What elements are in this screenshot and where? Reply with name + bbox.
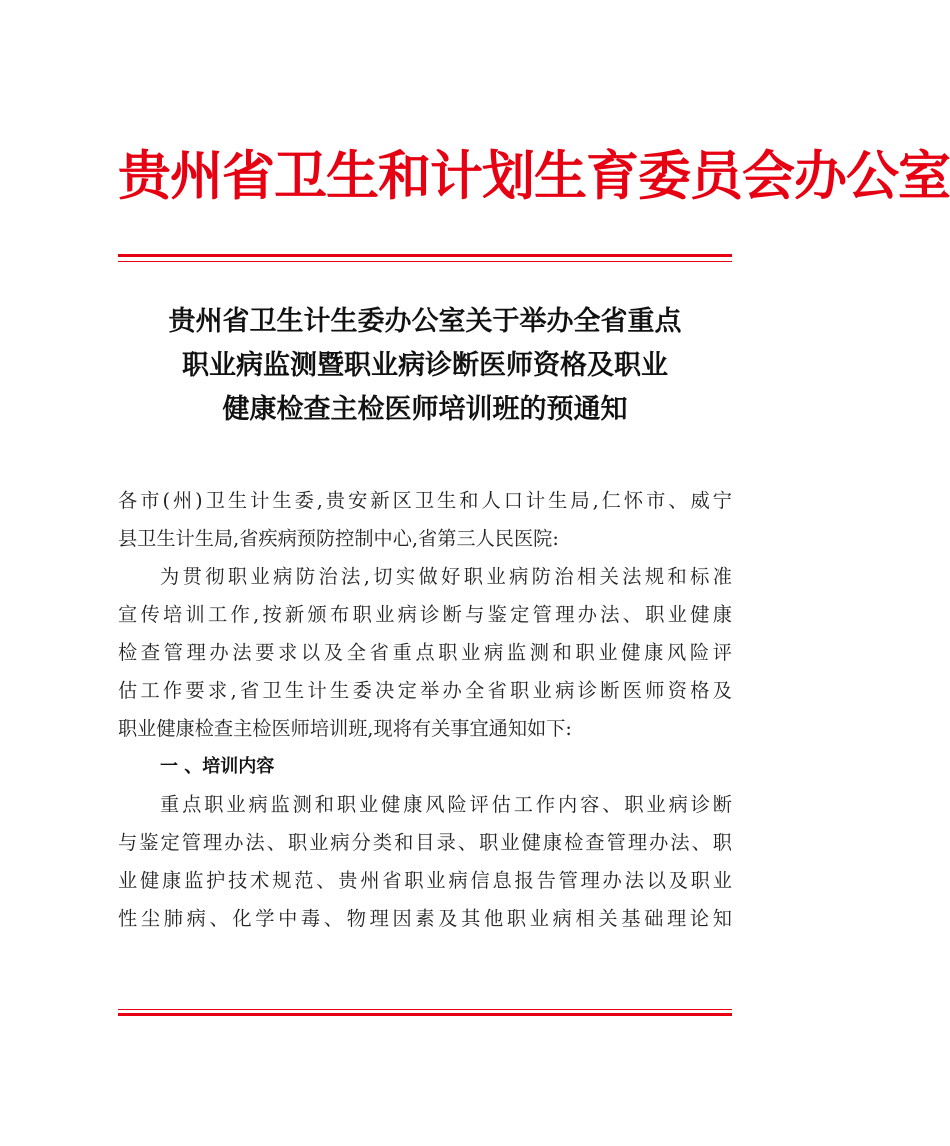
addressee-line-2: 县卫生计生局,省疾病预防控制中心,省第三人民医院:	[118, 527, 559, 550]
letterhead-rule-thick	[118, 254, 732, 257]
document-body	[118, 482, 732, 938]
footer-rule-thin	[118, 1009, 732, 1010]
para1-line-4: 估工作要求,省卫生计生委决定举办全省职业病诊断医师资格及	[118, 679, 732, 702]
para1-line-1: 为贯彻职业病防治法,切实做好职业病防治相关法规和标准	[160, 565, 732, 588]
para2-line-1: 重点职业病监测和职业健康风险评估工作内容、职业病诊断	[160, 793, 732, 816]
para2-line-3: 业健康监护技术规范、贵州省职业病信息报告管理办法以及职业	[118, 869, 732, 892]
para1-line-2: 宣传培训工作,按新颁布职业病诊断与鉴定管理办法、职业健康	[118, 603, 732, 626]
para2-line-2: 与鉴定管理办法、职业病分类和目录、职业健康检查管理办法、职	[118, 831, 732, 854]
title-line-1: 贵州省卫生计生委办公室关于举办全省重点	[168, 306, 682, 337]
section-heading-training-content: 一 、培训内容	[160, 756, 275, 777]
footer-rule-thick	[118, 1013, 732, 1016]
para1-line-5: 职业健康检查主检医师培训班,现将有关事宜通知如下:	[118, 717, 572, 740]
letterhead-rule-thin	[118, 261, 732, 262]
letterhead-org-name: 贵州省卫生和计划生育委员会办公室	[118, 145, 950, 207]
para2-line-4: 性尘肺病、化学中毒、物理因素及其他职业病相关基础理论知	[118, 907, 732, 930]
para1-line-3: 检查管理办法要求以及全省重点职业病监测和职业健康风险评	[118, 641, 732, 664]
addressee-line-1: 各市(州)卫生计生委,贵安新区卫生和人口计生局,仁怀市、威宁	[118, 489, 732, 512]
title-line-2: 职业病监测暨职业病诊断医师资格及职业	[182, 350, 668, 381]
title-line-3: 健康检查主检医师培训班的预通知	[222, 394, 628, 425]
document-title	[100, 300, 750, 432]
